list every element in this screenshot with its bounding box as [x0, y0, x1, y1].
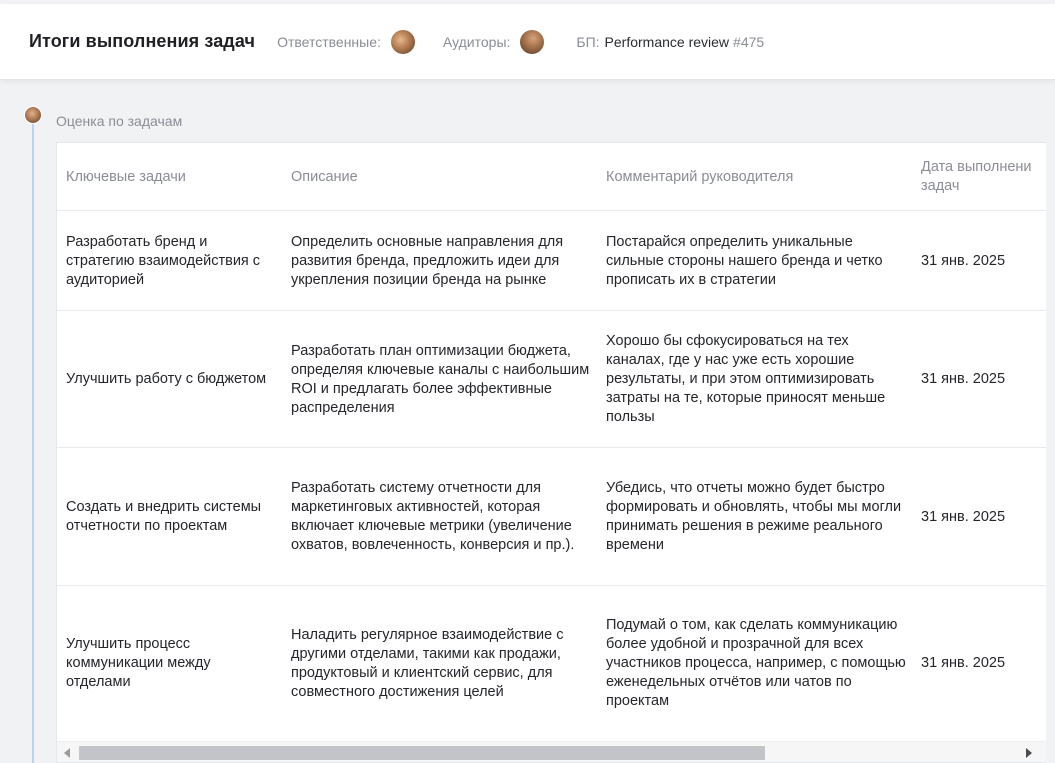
- page-header: [0, 4, 1055, 80]
- row-comment: Хорошо бы сфокусироваться на тех каналах, где у нас уже есть хорошие результаты, и при этом оптимизировать затраты на те, которые приносят меньше пользы: [606, 333, 886, 425]
- row-task: Улучшить работу с бюджетом: [66, 371, 267, 387]
- column-header-description: Описание: [291, 168, 358, 185]
- column-header-comment: Комментарий руководителя: [606, 168, 794, 185]
- bp-number: #475: [733, 33, 765, 50]
- row-comment: Подумай о том, как сделать коммуникацию более удобной и прозрачной для всех участников процесса, например, с помощью еженедельных отчётов или чатов по проектам: [606, 617, 906, 709]
- bp-link[interactable]: Performance review: [604, 33, 730, 50]
- table-row[interactable]: [57, 448, 1046, 586]
- row-date: 31 янв. 2025: [921, 655, 1006, 671]
- row-date: 31 янв. 2025: [921, 508, 1006, 525]
- scroll-right-arrow-icon[interactable]: [1026, 748, 1032, 758]
- row-task: Улучшить процесс коммуникации между отделами: [66, 636, 211, 690]
- tasks-table: [56, 142, 1046, 763]
- table-header-row: [57, 143, 1046, 211]
- page-title: Итоги выполнения задач: [29, 31, 256, 51]
- row-description: Наладить регулярное взаимодействие с другими отделами, такими как продажи, продуктовый и клиентский сервис, для совместного достижения целей: [291, 626, 564, 700]
- row-comment: Убедись, что отчеты можно будет быстро формировать и обновлять, чтобы мы могли принимать решения в режиме реального времени: [606, 480, 902, 553]
- row-task: Создать и внедрить системы отчетности по проектам: [66, 499, 262, 534]
- row-description: Разработать план оптимизации бюджета, определяя ключевые каналы с наибольшим ROI и предлагать более эффективные распределения: [291, 342, 590, 416]
- table-row[interactable]: [57, 311, 1046, 448]
- auditor-avatar[interactable]: [520, 30, 544, 54]
- row-comment: Постарайся определить уникальные сильные стороны нашего бренда и четко прописать их в стратегии: [606, 233, 883, 288]
- table-row[interactable]: [57, 586, 1046, 741]
- timeline-line: [32, 120, 34, 763]
- column-header-date: Дата выполнени задач: [921, 159, 1032, 194]
- responsible-avatar[interactable]: [391, 30, 415, 54]
- scroll-thumb[interactable]: [79, 746, 765, 760]
- timeline-avatar: [24, 106, 42, 124]
- bp-label: БП:: [576, 33, 600, 50]
- row-date: 31 янв. 2025: [921, 371, 1006, 387]
- row-description: Определить основные направления для развития бренда, предложить идеи для укрепления позиции бренда на рынке: [291, 233, 564, 288]
- table-row[interactable]: [57, 211, 1046, 311]
- horizontal-scrollbar[interactable]: [57, 741, 1046, 763]
- row-task: Разработать бренд и стратегию взаимодействия с аудиторией: [66, 233, 261, 288]
- responsible-label: Ответственные:: [277, 33, 381, 50]
- auditors-label: Аудиторы:: [442, 33, 511, 50]
- row-description: Разработать систему отчетности для маркетинговых активностей, которая включает ключевые метрики (увеличение охватов, вовлеченность, конверсия и пр.).: [291, 480, 575, 553]
- column-header-tasks: Ключевые задачи: [66, 168, 186, 185]
- scroll-left-arrow-icon[interactable]: [64, 748, 70, 758]
- row-date: 31 янв. 2025: [921, 252, 1006, 269]
- section-label: Оценка по задачам: [56, 113, 183, 129]
